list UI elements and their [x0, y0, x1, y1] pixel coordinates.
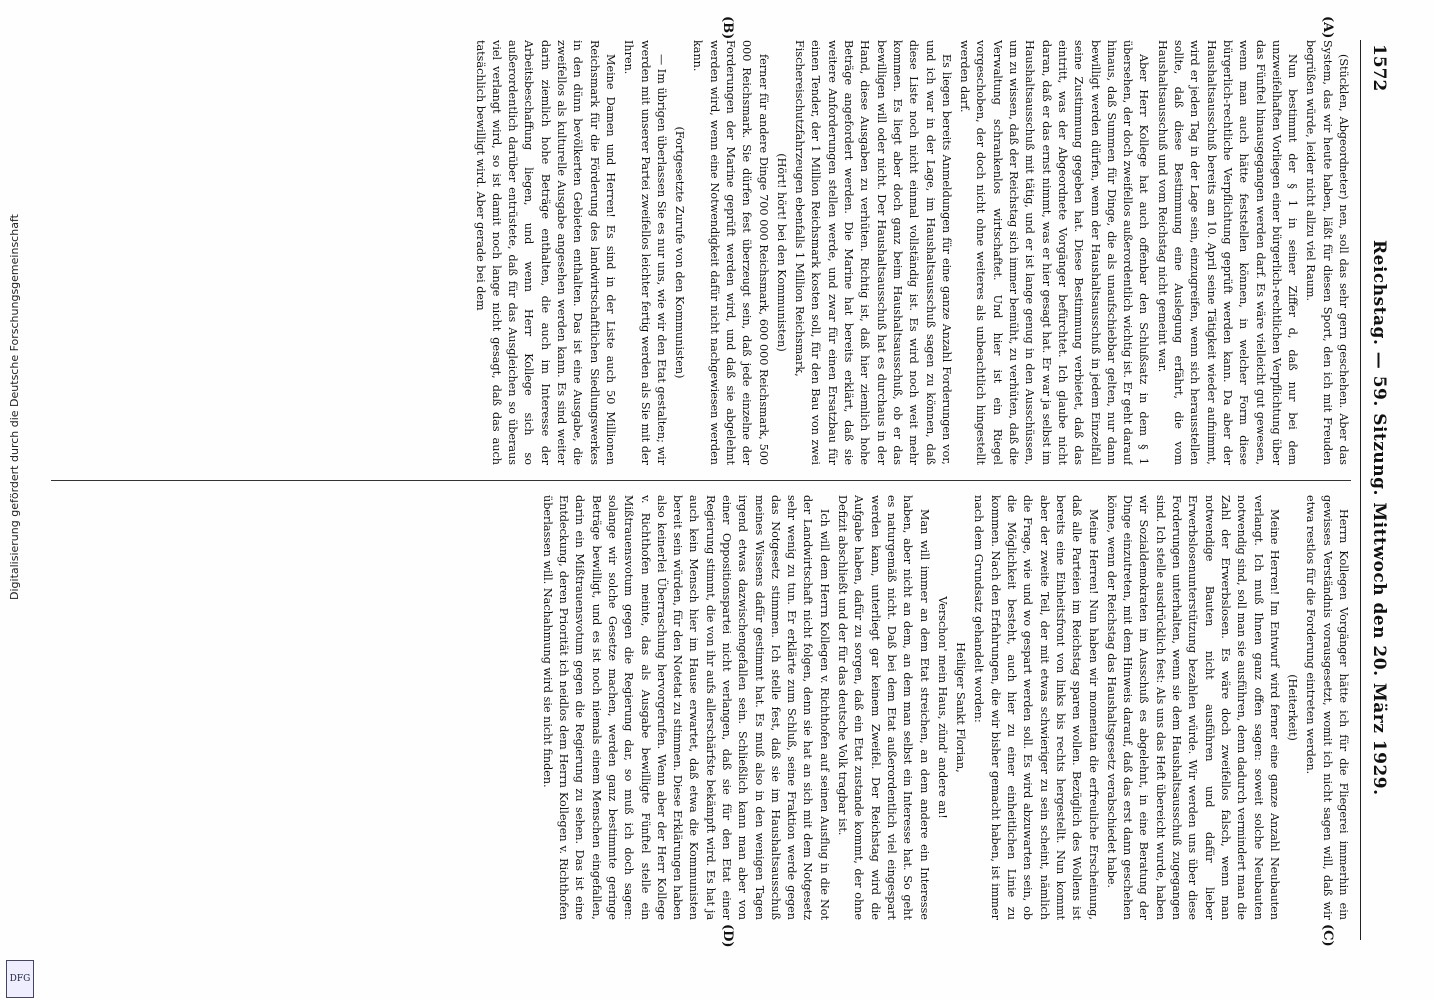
- paragraph: Meine Herren! Im Entwurf wird ferner eine ganze Anzahl Neubauten verlangt. Ich muß Ihnen ganz offen sagen: soweit solche Neubauten notwendig sind, soll man sie ausführen, denn dadurch vermindert man die Zahl der Erwerbslosen. Es wäre doch zweifellos falsch, wenn man notwendige Bauten nicht ausführen und dafür lieber Erwerbslosenunterstützung bezahlen würde. Wir werden uns über diese Forderungen unterhalten, wenn sie dem Haushaltsausschuß zugegangen sind. Ich stelle ausdrücklich fest: Als uns das Heft übereicht wurde, haben wir Sozialdemokraten im Ausschuß es abgelehnt, in eine Beratung der Dinge einzutreten, mit dem Hinweis darauf, daß das erst dann geschehen könne, wenn der Reichstag das Haushaltsgesetz verabschiedet habe.: [1104, 495, 1281, 920]
- paragraph: Man will immer an dem Etat streichen, an dem andere ein Interesse haben, aber nicht an dem, an dem man selbst ein Interesse hat. So geht es naturgemäß nicht. Daß bei dem Etat außerordentlich viel eingespart werden kann, unterliegt gar keinem Zweifel. Der Reichstag wird die Aufgabe haben, dafür zu sorgen, daß ein Etat zustande kommt, der ohne Defizit abschließt und der für das deutsche Volk tragbar ist.: [836, 495, 931, 920]
- paragraph: Meine Herren! Nun haben wir momentan die erfreuliche Erscheinung, daß alle Parteien im Reichstag sparen wollen. Bezüglich des Wollens ist bereits eine Einheitsfront von links bis rechts hergestellt. Nun kommt aber der zweite Teil, der mit etwas schwieriger zu sein scheint, nämlich die Frage, wie und wo gespart werden soll. Es wird abzuwarten sein, ob die Möglichkeit besteht, auch hier zu einer einheitlichen Linie zu kommen. Nach den Erfahrungen, die wir bisher gemacht haben, ist immer nach dem Grundsatz gehandelt worden:: [972, 495, 1100, 920]
- margin-mark-d: (D): [720, 924, 735, 948]
- margin-mark-b: (B): [720, 16, 735, 40]
- rotated-content: [15, 16, 1395, 948]
- page-title: Reichstag. — 59. Sitzung. Mittwoch den 20. März 1929.: [1369, 240, 1389, 796]
- paragraph: Meine Damen und Herren! Es sind in der Liste auch 50 Millionen Reichsmark für die Förderung des landwirtschaftlichen Siedlungswerkes in den dünn bevölkerten Gebieten enthalten. Das ist eine Ausgabe, die zweifellos als kulturelle Ausgabe angesehen werden kann. Es sind weiter darin ziemlich hohe Beträge enthalten, die auch im Interesse der Arbeitsbeschaffung liegen, und wenn Herr Kollege sich so außerordentlich darüber entrüstete, daß für das Ausgleichen so überaus viel verlangt wird, so ist damit noch lange nicht gesagt, daß das auch tatsächlich bewilligt wird. Aber gerade bei dem: [473, 40, 617, 465]
- interjection: (Fortgesetzte Zurufe von den Kommunisten): [673, 126, 687, 379]
- margin-mark-a: (A): [1320, 16, 1335, 39]
- margin-mark-c: (C): [1320, 924, 1335, 947]
- column-divider: [51, 480, 1351, 481]
- dfg-logo: DFG: [6, 960, 34, 998]
- paragraph: Nun bestimmt der § 1 in seiner Ziffer d, daß nur bei dem unzweifelhaften Vorliegen einer bürgerlich-rechtlichen Verpflichtung über das Fünftel hinausgegangen werden darf. Es wäre vielleicht gut gewesen, wenn man auch hätte feststellen können, in welcher Form diese bürgerlich-rechtliche Verpflichtung geprüft werden kann. Da aber der Haushaltsausschuß bereits am 10. April seine Tätigkeit wieder aufnimmt, wird er jeden Tag in der Lage sein, einzugreifen, wenn sich herausstellen sollte, daß diese Bestimmung eine Auslegung erfährt, die vom Haushaltsausschuß und vom Reichstag nicht gemeint war.: [1155, 40, 1300, 465]
- digitization-credit: Digitalisierung gefördert durch die Deutsche Forschungsgemeinschaft: [8, 214, 21, 600]
- paragraph: Herrn Kollegen Vorgänger hätte ich für die Fliegerei immerhin ein gewisses Verständnis vorausgesetzt, womit ich nicht sagen will, daß wir etwa restlos für die Forderung eintreten werden.: [1304, 495, 1350, 920]
- right-column: [41, 495, 1351, 920]
- paragraph: — Im übrigen überlassen Sie es nur uns, wie wir den Etat gestalten; wir werden mit unserer Partei zweifellos leichter fertig werden als Sie mit der Ihren.: [622, 40, 668, 465]
- paragraph: Ich will dem Herrn Kollegen v. Richthofen auf seinen Ausflug in die Not der Landwirtschaft nicht folgen, denn sie hat an sich mit dem Notgesetz sehr wenig zu tun. Er erklärte zum Schluß, seine Fraktion werde gegen das Notgesetz stimmen. Ich stelle fest, daß sie im Haushaltsausschuß meines Wissens dafür gestimmt hat. Es muß also in den wenigen Tagen irgend etwas dazwischengefallen sein. Schließlich kann man aber von einer Oppositionspartei nicht verlangen, daß sie für den Etat einer Regierung stimmt, die von ihr aufs allerschärfste bekämpft wird. Es hat ja auch kein Mensch hier im Hause erwartet, daß etwa die Kommunisten bereit sein würden, für den Notetat zu stimmen. Diese Erklärungen haben also keinerlei Überraschung hervorgerufen. Wenn aber der Herr Kollege v. Richthofen meinte, das als Ausgabe bewilligte Fünftel stelle ein Mißtrauensvotum gegen die Regierung dar, so muß ich doch sagen: solange wir solche Gesetze machen, werden ganz bestimmte geringe Beträge bewilligt, und es ist noch niemals einem Menschen eingefallen, darin ein Mißtrauensvotum gegen die Regierung zu sehen. Das ist eine Entdeckung, deren Priorität ich neidlos dem Herrn Kollegen v. Richthofen überlassen will. Nachahmung wird sie nicht finden.: [540, 495, 831, 920]
- page-number: 1572: [1369, 44, 1389, 92]
- left-column: [41, 40, 1351, 465]
- interjection: (Heiterkeit): [1286, 674, 1300, 741]
- paragraph: Aber Herr Kollege hat auch offenbar den Schlußsatz in dem § 1 übersehen, der doch zweifellos außerordentlich wichtig ist. Er geht darauf hinaus, daß Summen für Dinge, die als unaufschiebbar gelten, nur dann bewilligt werden dürfen, wenn der Haushaltsausschuß in jedem Einzelfall seine Zustimmung gegeben hat. Diese Bestimmung verbietet, daß das eintritt, was der Abgeordnete Vorgänger befürchtet. Ich glaube nicht daran, daß er das ernst nimmt, was er hier gesagt hat. Er war ja selbst im Haushaltsausschuß mit tätig, und er ist lange genug in den Ausschüssen, um zu wissen, daß der Reichstag sich immer bemüht, zu verhüten, daß die Verwaltung schrankenlos wirtschaftet. Und hier ist ein Riegel vorgeschoben, der doch nicht ohne weiteres als unbeachtlich hingestellt werden darf.: [958, 40, 1151, 465]
- interjection: (Hört! hört! bei den Kommunisten): [774, 153, 788, 352]
- page-header: [1360, 40, 1395, 940]
- verse-line: Heiliger Sankt Florian,: [954, 642, 968, 773]
- paragraph: ferner für andere Dinge 700 000 Reichsmark, 600 000 Reichsmark, 500 000 Reichsmark. Sie dürfen fest überzeugt sein, daß jede einzelne der Forderungen der Marine geprüft werden wird, und daß sie abgelehnt werden wird, wenn eine Notwendigkeit dafür nicht nachgewiesen werden kann.: [691, 40, 770, 465]
- paragraph: Es liegen bereits Anmeldungen für eine ganze Anzahl Forderungen vor, und ich war in der Lage, im Haushaltsausschuß sagen zu können, daß diese Liste noch nicht einmal vollständig ist. Es wird noch weit mehr kommen. Es liegt aber doch ganz beim Haushaltsausschuß, ob er das bewilligen will oder nicht. Der Haushaltsausschuß hat es durchaus in der Hand, diese Ausgaben zu verhüten. Richtig ist, daß hier ziemlich hohe Beträge angefordert werden. Die Marine hat bereits erklärt, daß sie weitere Anforderungen stellen werde, und zwar für einen Ersatzbau für einen Tender, der 1 Million Reichsmark kosten soll, für den Bau von zwei Fischereischutzfahrzeugen ebenfalls 1 Million Reichsmark,: [793, 40, 953, 465]
- paragraph: (Stücklen, Abgeordneter) nen, soll das sehr gern geschehen. Aber das System, das wir heute haben, läßt für diesen Sport, den ich mit Freuden begrüßen würde, leider nicht allzu viel Raum.: [1304, 40, 1350, 465]
- verse-line: Verschon' mein Haus, zünd' andere an!: [935, 596, 949, 819]
